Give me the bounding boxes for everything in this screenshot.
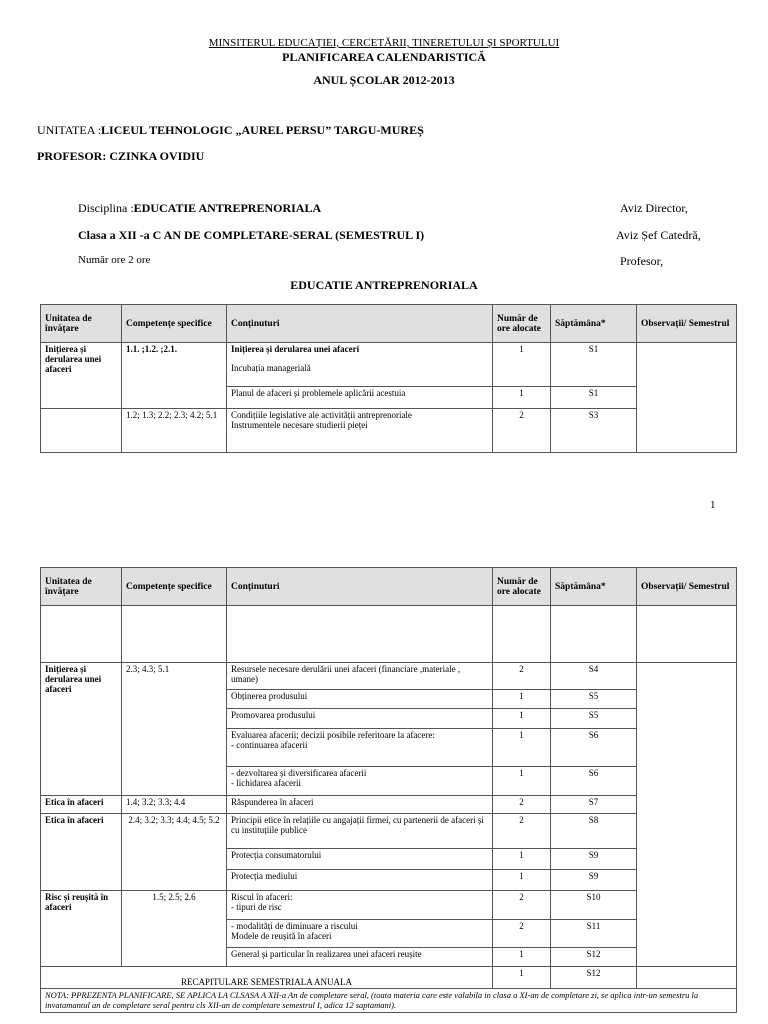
- week-cell: S1: [551, 343, 637, 387]
- discipline-line: [78, 201, 321, 216]
- unit-value: LICEUL TEHNOLOGIC „AUREL PERSU” TARGU-MUREȘ: [101, 123, 424, 137]
- content-cell: Promovarea produsului: [227, 709, 493, 729]
- hours-cell: 1: [493, 729, 551, 767]
- hours-cell: 1: [493, 767, 551, 796]
- content-cell: Răspunderea în afaceri: [227, 796, 493, 814]
- planning-table-1: [40, 304, 737, 453]
- aviz-sef-catedra: Aviz Șef Catedră,: [616, 228, 701, 242]
- competence-cell: 2.4; 3.2; 3.3; 4.4; 4.5; 5.2: [122, 814, 227, 891]
- week-cell: S6: [551, 729, 637, 767]
- week-cell: [551, 606, 637, 663]
- observations-cell: [637, 663, 737, 967]
- content-cell: Resursele necesare derulării unei afaceri (financiare ,materiale , umane): [227, 663, 493, 690]
- content-text: Incubația managerială: [231, 363, 311, 373]
- col-week: Săptămâna*: [551, 305, 637, 343]
- week-cell: S4: [551, 663, 637, 690]
- hours-cell: 1: [493, 967, 551, 989]
- hours-cell: 2: [493, 814, 551, 849]
- content-cell: Protecția mediului: [227, 870, 493, 891]
- unit-label: UNITATEA :: [37, 123, 102, 137]
- col-competences: Competențe specifice: [122, 305, 227, 343]
- competence-cell: 1.4; 3.2; 3.3; 4.4: [122, 796, 227, 814]
- discipline-value: EDUCATIE ANTREPRENORIALA: [133, 201, 322, 215]
- hours-cell: 1: [493, 690, 551, 709]
- col-observations: Observații/ Semestrul: [637, 568, 737, 606]
- page-number: 1: [710, 499, 716, 511]
- col-unit: Unitatea de învățare: [41, 305, 122, 343]
- content-cell: [227, 343, 493, 387]
- hours-line: Număr ore 2 ore: [78, 254, 151, 266]
- table-row: [41, 814, 737, 849]
- content-text: - lichidarea afacerii: [231, 778, 301, 788]
- week-cell: S5: [551, 690, 637, 709]
- week-cell: S6: [551, 767, 637, 796]
- content-cell: [227, 891, 493, 920]
- hours-cell: [493, 606, 551, 663]
- content-cell: [227, 729, 493, 767]
- content-text: - modalități de diminuare a riscului: [231, 921, 358, 931]
- content-text: Riscul în afaceri:: [231, 892, 293, 902]
- content-cell: Principii etice în relațiile cu angajații firmei, cu partenerii de afaceri și cu instituțiile publice: [227, 814, 493, 849]
- unit-cell: Inițierea și derularea unei afaceri: [41, 343, 122, 409]
- table-row: [41, 343, 737, 387]
- content-text: Inițierea și derularea unei afaceri: [231, 344, 360, 354]
- hours-cell: 1: [493, 343, 551, 387]
- unit-cell: Etica în afaceri: [41, 796, 122, 814]
- col-unit: Unitatea de învățare: [41, 568, 122, 606]
- table-row: [41, 796, 737, 814]
- col-competences: Competențe specifice: [122, 568, 227, 606]
- content-text: Evaluarea afacerii; decizii posibile referitoare la afacere:: [231, 730, 435, 740]
- competence-cell: 1.1. ;1.2. ;2.1.: [122, 343, 227, 409]
- week-cell: S9: [551, 870, 637, 891]
- competence-cell: 1.5; 2.5; 2.6: [122, 891, 227, 967]
- competence-cell: 1.2; 1.3; 2.2; 2.3; 4.2; 5.1: [122, 409, 227, 453]
- col-contents: Conținuturi: [227, 305, 493, 343]
- content-cell: [227, 920, 493, 948]
- content-cell: [227, 606, 493, 663]
- content-cell: Obținerea produsului: [227, 690, 493, 709]
- table-row: [41, 409, 737, 453]
- col-hours: Număr de ore alocate: [493, 305, 551, 343]
- unit-cell: Etica în afaceri: [41, 814, 122, 891]
- class-line: Clasa a XII -a C AN DE COMPLETARE-SERAL (SEMESTRUL I): [78, 228, 425, 242]
- table-row: [41, 891, 737, 920]
- content-cell: Protecția consumatorului: [227, 849, 493, 870]
- document-title: PLANIFICAREA CALENDARISTICĂ: [282, 50, 486, 64]
- hours-cell: 2: [493, 796, 551, 814]
- week-cell: S3: [551, 409, 637, 453]
- week-cell: S5: [551, 709, 637, 729]
- hours-cell: 1: [493, 849, 551, 870]
- hours-cell: 2: [493, 891, 551, 920]
- week-cell: S10: [551, 891, 637, 920]
- content-text: Modele de reușită în afaceri: [231, 931, 332, 941]
- col-contents: Conținuturi: [227, 568, 493, 606]
- professor-line: PROFESOR: CZINKA OVIDIU: [37, 149, 205, 163]
- observations-cell: [637, 967, 737, 989]
- unit-cell: [41, 606, 122, 663]
- week-cell: S12: [551, 967, 637, 989]
- recap-cell: RECAPITULARE SEMESTRIALA ANUALA: [41, 967, 493, 989]
- discipline-label: Disciplina :: [78, 201, 134, 215]
- planning-table-2: [40, 567, 737, 1013]
- content-text: Condițiile legislative ale activității antreprenoriale: [231, 410, 412, 420]
- competence-cell: [122, 606, 227, 663]
- content-text: - tipuri de risc: [231, 902, 282, 912]
- content-text: - dezvoltarea și diversificarea afacerii: [231, 768, 367, 778]
- section-title: EDUCATIE ANTREPRENORIALA: [290, 278, 478, 292]
- week-cell: S1: [551, 387, 637, 409]
- week-cell: S11: [551, 920, 637, 948]
- col-hours: Număr de ore alocate: [493, 568, 551, 606]
- content-text: - continuarea afacerii: [231, 740, 308, 750]
- note-cell: NOTA: PPREZENTA PLANIFICARE, SE APLICA LA CLSASA A XII-a An de completare seral, (toata materia care este valabila in clasa a XI-an de completare zi, se aplica intr-un semestru la invatamantul an de completare seral pentru cls XII-an de completare semestrul I, adica 12 saptamani).: [41, 989, 737, 1013]
- content-cell: [227, 409, 493, 453]
- week-cell: S8: [551, 814, 637, 849]
- week-cell: S9: [551, 849, 637, 870]
- hours-cell: 1: [493, 387, 551, 409]
- week-cell: S7: [551, 796, 637, 814]
- unit-cell: [41, 409, 122, 453]
- profesor-signature: Profesor,: [620, 254, 664, 268]
- table-row: [41, 967, 737, 989]
- observations-cell: [637, 343, 737, 453]
- table-row: [41, 663, 737, 690]
- ministry-header: MINSITERUL EDUCAȚIEI, CERCETĂRII, TINERETULUI ȘI SPORTULUI: [208, 37, 560, 49]
- table-row: [41, 989, 737, 1013]
- hours-cell: 1: [493, 870, 551, 891]
- table-row: [41, 606, 737, 663]
- unit-cell: Inițierea și derularea unei afaceri: [41, 663, 122, 796]
- school-year: ANUL ȘCOLAR 2012-2013: [313, 73, 455, 87]
- week-cell: S12: [551, 948, 637, 967]
- hours-cell: 2: [493, 409, 551, 453]
- observations-cell: [637, 606, 737, 663]
- content-text: Instrumentele necesare studierii pieței: [231, 420, 368, 430]
- competence-cell: 2.3; 4.3; 5.1: [122, 663, 227, 796]
- hours-cell: 1: [493, 948, 551, 967]
- hours-cell: 1: [493, 709, 551, 729]
- content-cell: [227, 767, 493, 796]
- hours-cell: 2: [493, 920, 551, 948]
- content-cell: General și particular în realizarea unei afaceri reușite: [227, 948, 493, 967]
- aviz-director: Aviz Director,: [620, 201, 688, 215]
- unit-line: [37, 123, 424, 138]
- col-observations: Observații/ Semestrul: [637, 305, 737, 343]
- unit-cell: Risc și reușită în afaceri: [41, 891, 122, 967]
- hours-cell: 2: [493, 663, 551, 690]
- col-week: Săptămâna*: [551, 568, 637, 606]
- content-cell: Planul de afaceri și problemele aplicării acestuia: [227, 387, 493, 409]
